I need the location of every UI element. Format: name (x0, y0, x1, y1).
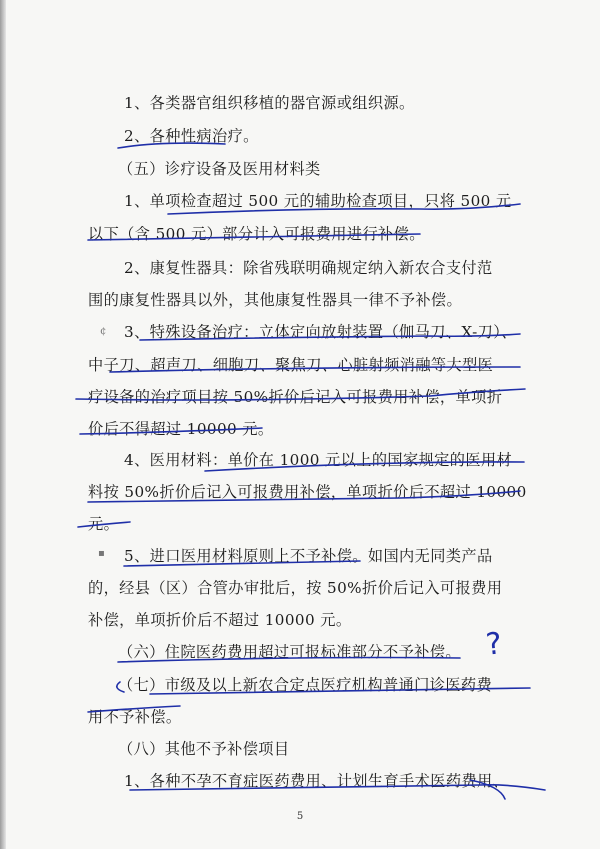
text-line-14: 元。 (88, 515, 120, 533)
text-line-4: 1、单项检查超过 500 元的辅助检查项目，只将 500 元 (124, 192, 512, 210)
text-line-16: 的，经县（区）合管办审批后，按 50%折价后记入可报费用 (88, 579, 503, 597)
text-line-7: 围的康复性器具以外，其他康复性器具一律不予补偿。 (88, 291, 463, 309)
text-line-13: 料按 50%折价后记入可报费用补偿，单项折价后不超过 10000 (88, 483, 527, 501)
text-line-2: 2、各种性病治疗。 (124, 127, 259, 145)
scan-edge (0, 0, 6, 849)
section-heading-6: （六）住院医药费用超过可报标准部分不予补偿。 (118, 643, 461, 661)
section-heading-8: （八）其他不予补偿项目 (118, 740, 290, 758)
text-line-8: 3、特殊设备治疗：立体定向放射装置（伽马刀、X-刀）、 (124, 323, 517, 341)
text-line-6: 2、康复性器具：除省残联明确规定纳入新农合支付范 (124, 259, 493, 277)
text-line-9: 中子刀、超声刀、细胞刀、聚焦刀、心脏射频消融等大型医 (88, 356, 494, 374)
section-heading-7: （七）市级及以上新农合定点医疗机构普通门诊医药费 (118, 676, 493, 694)
scan-mark: ▪ (98, 548, 105, 559)
text-line-12: 4、医用材料：单价在 1000 元以上的国家规定的医用材 (124, 451, 513, 469)
text-line-1: 1、各类器官组织移植的器官源或组织源。 (124, 94, 415, 112)
scan-mark: ¢ (100, 326, 107, 337)
text-line-22: 1、各种不孕不育症医药费用、计划生育手术医药费用、 (124, 772, 509, 790)
text-line-11: 价后不得超过 10000 元。 (88, 420, 274, 438)
section-heading-5: （五）诊疗设备及医用材料类 (118, 160, 321, 178)
text-line-17: 补偿，单项折价后不超过 10000 元。 (88, 611, 352, 629)
page-number: 5 (296, 811, 304, 822)
text-line-5: 以下（含 500 元）部分计入可报费用进行补偿。 (88, 225, 425, 243)
text-line-10: 疗设备的治疗项目按 50%折价后记入可报费用补偿，单项折 (88, 388, 503, 406)
text-line-15: 5、进口医用材料原则上不予补偿。如国内无同类产品 (124, 547, 493, 565)
text-line-20: 用不予补偿。 (88, 708, 182, 726)
handwritten-question-mark: ? (484, 626, 504, 663)
